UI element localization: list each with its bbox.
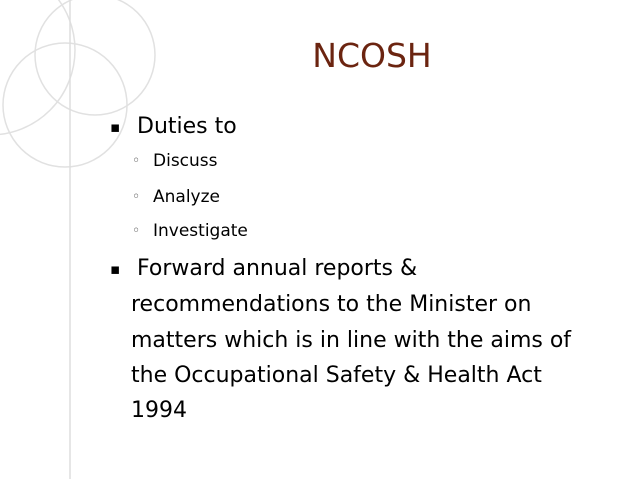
sub-bullet-text: Analyze [153,187,220,207]
decor-circle-mid [3,43,127,167]
hollow-circle-bullet-icon: ◦ [132,153,141,169]
sub-bullet-text: Investigate [153,221,248,241]
bullet-text-line: Forward annual reports & [137,256,418,281]
bullet-text-line: matters which is in line with the aims of [131,328,572,353]
sub-bullet-text: Discuss [153,151,218,171]
square-bullet-icon: ▪ [110,118,121,136]
bullet-text: Duties to [137,114,237,139]
square-bullet-icon: ▪ [110,260,121,278]
slide-title: NCOSH [312,36,432,75]
bullet-text-line: recommendations to the Minister on [131,292,532,317]
hollow-circle-bullet-icon: ◦ [132,223,141,239]
hollow-circle-bullet-icon: ◦ [132,189,141,205]
bullet-text-line: 1994 [131,398,187,423]
bullet-text-line: the Occupational Safety & Health Act [131,363,542,388]
decor-circle-large [0,0,75,135]
decor-circle-small [35,0,155,115]
